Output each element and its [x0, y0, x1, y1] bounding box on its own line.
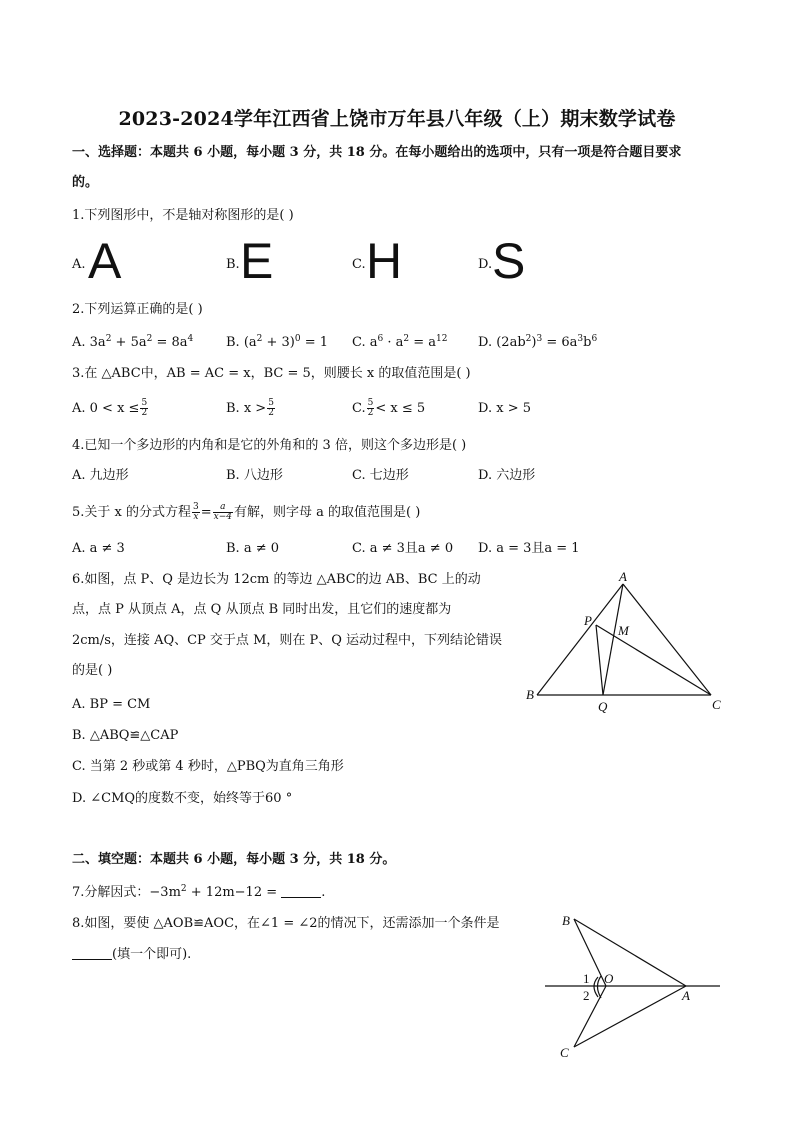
segment-ab	[537, 584, 623, 695]
label-a: A	[682, 988, 690, 1003]
label-b: B	[562, 913, 570, 928]
page-title: 2023-2024学年江西省上饶市万年县八年级（上）期末数学试卷	[118, 108, 676, 130]
q2-option-a: A. $3a^2 + 5a^2 = 8a^4$	[72, 334, 194, 350]
q1-option-a-glyph: A	[88, 233, 122, 289]
section1-header-cont: 的。	[72, 175, 99, 190]
q4-option-a: A. 九边形	[72, 468, 129, 483]
label-angle-1: 1	[583, 971, 590, 986]
q6-stem-line1: 6.如图，点 P、Q 是边长为 12cm 的等边 △ABC的边 AB、BC 上的动	[72, 572, 481, 587]
q5-option-b: B. a ≠ 0	[226, 541, 279, 556]
q2-option-c: C. $a^6 \cdot a^2 = a^{12}$	[352, 334, 448, 350]
q1-option-d-label: D.	[478, 257, 493, 272]
q6-option-c: C. 当第 2 秒或第 4 秒时，△PBQ为直角三角形	[72, 759, 344, 774]
q2-option-d: D. $(2ab^2)^3 = 6a^3b^6$	[478, 334, 598, 350]
q7-stem: 7.分解因式：$-3m^2 + 12m-12$ = .	[72, 884, 326, 900]
q8-stem-line2: (填一个即可).	[72, 945, 191, 965]
q6-stem-line3: 2cm/s，连接 AQ、CP 交于点 M，则在 P、Q 运动过程中，下列结论错误	[72, 633, 503, 648]
q6-triangle-figure	[520, 568, 730, 718]
q1-stem: 1.下列图形中，不是轴对称图形的是( )	[72, 208, 294, 223]
q1-option-b-label: B.	[226, 257, 240, 272]
q3-option-b: B. x > $\frac{5}{2}$	[226, 398, 274, 418]
segment-ba	[574, 919, 686, 986]
q3-option-d: D. x > 5	[478, 401, 531, 416]
label-angle-2: 2	[583, 988, 590, 1003]
q7-answer-blank[interactable]	[281, 883, 321, 898]
section1-header: 一、选择题：本题共 6 小题，每小题 3 分，共 18 分。在每小题给出的选项中，只有一项是符合题目要求	[72, 145, 682, 160]
segment-pq	[596, 625, 603, 695]
q1-option-d-glyph: S	[492, 233, 526, 289]
label-o: O	[604, 971, 614, 986]
q5-option-a: A. a ≠ 3	[72, 541, 125, 556]
q4-stem: 4.已知一个多边形的内角和是它的外角和的 3 倍，则这个多边形是( )	[72, 438, 467, 453]
q2-option-b: B. $(a^2 + 3)^0 = 1$	[226, 334, 329, 350]
q4-option-d: D. 六边形	[478, 468, 536, 483]
q3-option-a: A. 0 < x ≤ $\frac{5}{2}$	[72, 398, 148, 418]
q6-stem-line4: 的是( )	[72, 663, 113, 678]
q1-option-c-label: C.	[352, 257, 366, 272]
q4-option-b: B. 八边形	[226, 468, 283, 483]
label-b: B	[526, 687, 534, 702]
q8-stem-line1: 8.如图，要使 △AOB≌AOC，在∠1 = ∠2的情况下，还需添加一个条件是	[72, 916, 500, 931]
q5-stem: 5.关于 x 的分式方程 $\frac{3}{x}$ = $\frac{a}{x-4}$ 有解，则字母 a 的取值范围是( )	[72, 502, 421, 522]
q2-stem: 2.下列运算正确的是( )	[72, 302, 203, 317]
q5-option-c: C. a ≠ 3且a ≠ 0	[352, 541, 454, 556]
q6-option-a: A. BP = CM	[72, 697, 151, 712]
label-c: C	[712, 697, 721, 712]
q6-option-b: B. △ABQ≌△CAP	[72, 728, 179, 743]
q3-stem: 3.在 △ABC中，AB = AC = x，BC = 5，则腰长 x 的取值范围是( )	[72, 366, 471, 381]
q4-option-c: C. 七边形	[352, 468, 409, 483]
angle-arc-2	[598, 976, 602, 998]
q8-figure	[540, 905, 725, 1065]
segment-cp	[596, 625, 711, 695]
segment-ca	[574, 986, 686, 1047]
q1-option-b-glyph: E	[240, 233, 274, 289]
q6-stem-line2: 点，点 P 从顶点 A，点 Q 从顶点 B 同时出发，且它们的速度都为	[72, 602, 452, 617]
section2-header: 二、填空题：本题共 6 小题，每小题 3 分，共 18 分。	[72, 852, 396, 867]
label-a: A	[619, 569, 627, 584]
label-p: P	[584, 613, 592, 628]
q5-option-d: D. a = 3且a = 1	[478, 541, 580, 556]
q6-option-d: D. ∠CMQ的度数不变，始终等于60 °	[72, 791, 293, 806]
q1-option-c-glyph: H	[366, 233, 403, 289]
label-q: Q	[598, 699, 608, 714]
label-m: M	[618, 623, 629, 638]
label-c: C	[560, 1045, 569, 1060]
segment-ac	[623, 584, 711, 695]
q1-option-a-label: A.	[72, 257, 86, 272]
q3-option-c: C. $\frac{5}{2}$ < x ≤ 5	[352, 398, 426, 418]
q8-answer-blank[interactable]	[72, 945, 112, 960]
